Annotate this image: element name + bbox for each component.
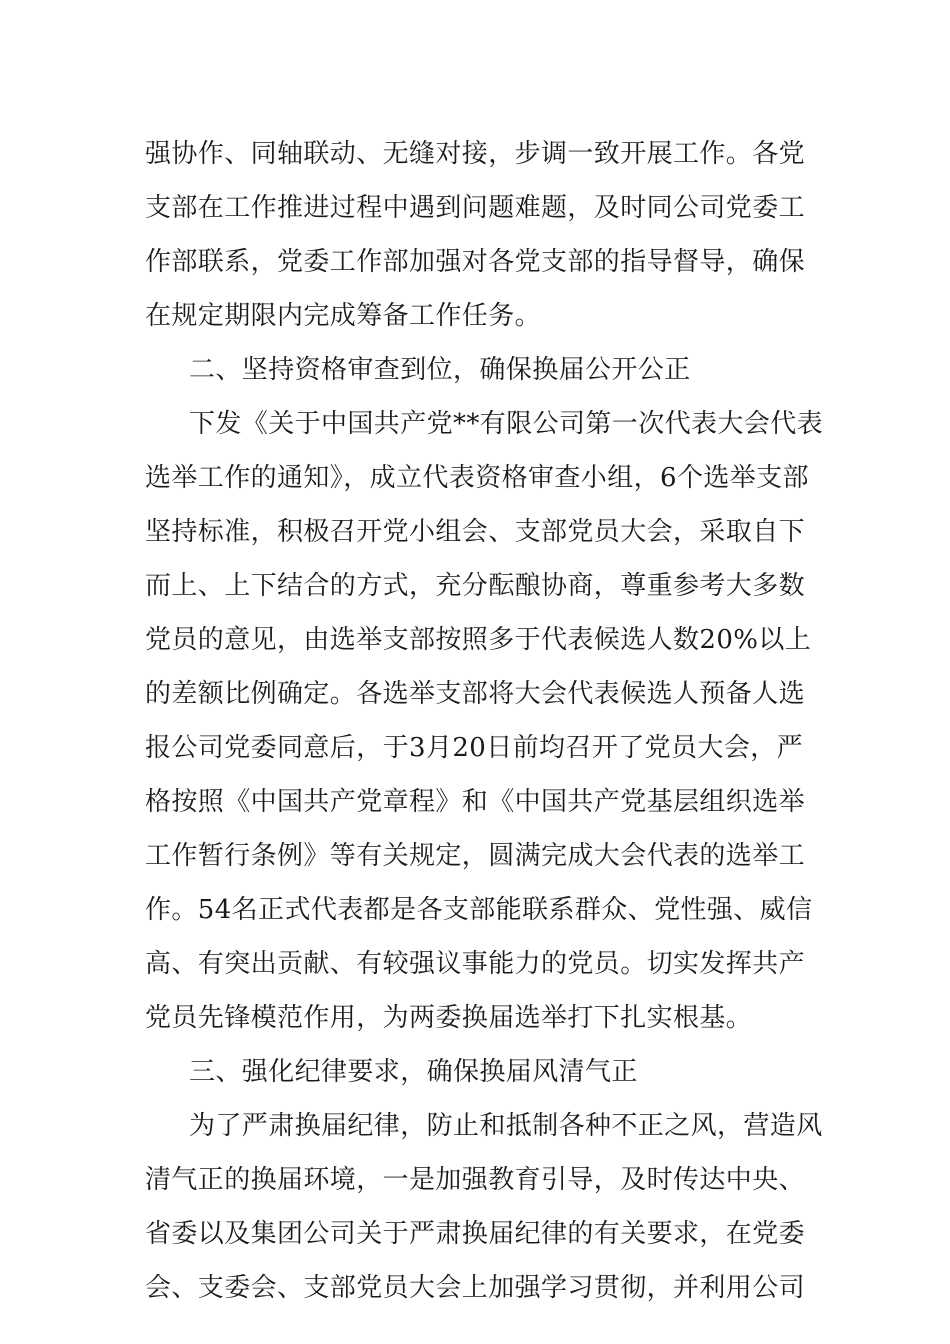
document-body <box>145 127 824 1315</box>
body-line: 格按照《中国共产党章程》和《中国共产党基层组织选举 <box>145 787 806 817</box>
body-line: 作部联系，党委工作部加强对各党支部的指导督导，确保 <box>145 247 806 277</box>
body-line: 为了严肃换届纪律，防止和抵制各种不正之风，营造风 <box>189 1111 823 1141</box>
body-line: 作。54名正式代表都是各支部能联系群众、党性强、威信 <box>145 895 813 925</box>
body-line: 报公司党委同意后，于3月20日前均召开了党员大会，严 <box>145 733 804 763</box>
body-line: 坚持标准，积极召开党小组会、支部党员大会，采取自下 <box>145 517 806 547</box>
body-line: 省委以及集团公司关于严肃换届纪律的有关要求，在党委 <box>145 1219 806 1249</box>
body-line: 支部在工作推进过程中遇到问题难题，及时同公司党委工 <box>145 193 806 223</box>
body-line: 强协作、同轴联动、无缝对接，步调一致开展工作。各党 <box>145 139 806 169</box>
body-line: 党员先锋模范作用，为两委换届选举打下扎实根基。 <box>145 1003 753 1033</box>
body-line: 而上、上下结合的方式，充分酝酿协商，尊重参考大多数 <box>145 571 806 601</box>
body-line: 会、支委会、支部党员大会上加强学习贯彻，并利用公司 <box>145 1273 806 1303</box>
section-heading-2: 二、坚持资格审查到位，确保换届公开公正 <box>189 355 691 385</box>
body-line: 党员的意见，由选举支部按照多于代表候选人数20%以上 <box>145 625 812 655</box>
section-heading-3: 三、强化纪律要求，确保换届风清气正 <box>189 1057 638 1087</box>
body-line: 工作暂行条例》等有关规定，圆满完成大会代表的选举工 <box>145 841 806 871</box>
body-line: 选举工作的通知》，成立代表资格审查小组，6个选举支部 <box>145 463 809 493</box>
body-line: 的差额比例确定。各选举支部将大会代表候选人预备人选 <box>145 679 806 709</box>
body-line: 下发《关于中国共产党**有限公司第一次代表大会代表 <box>189 409 824 439</box>
body-line: 在规定期限内完成筹备工作任务。 <box>145 301 542 331</box>
body-line: 高、有突出贡献、有较强议事能力的党员。切实发挥共产 <box>145 949 806 979</box>
body-line: 清气正的换届环境，一是加强教育引导，及时传达中央、 <box>145 1165 806 1195</box>
